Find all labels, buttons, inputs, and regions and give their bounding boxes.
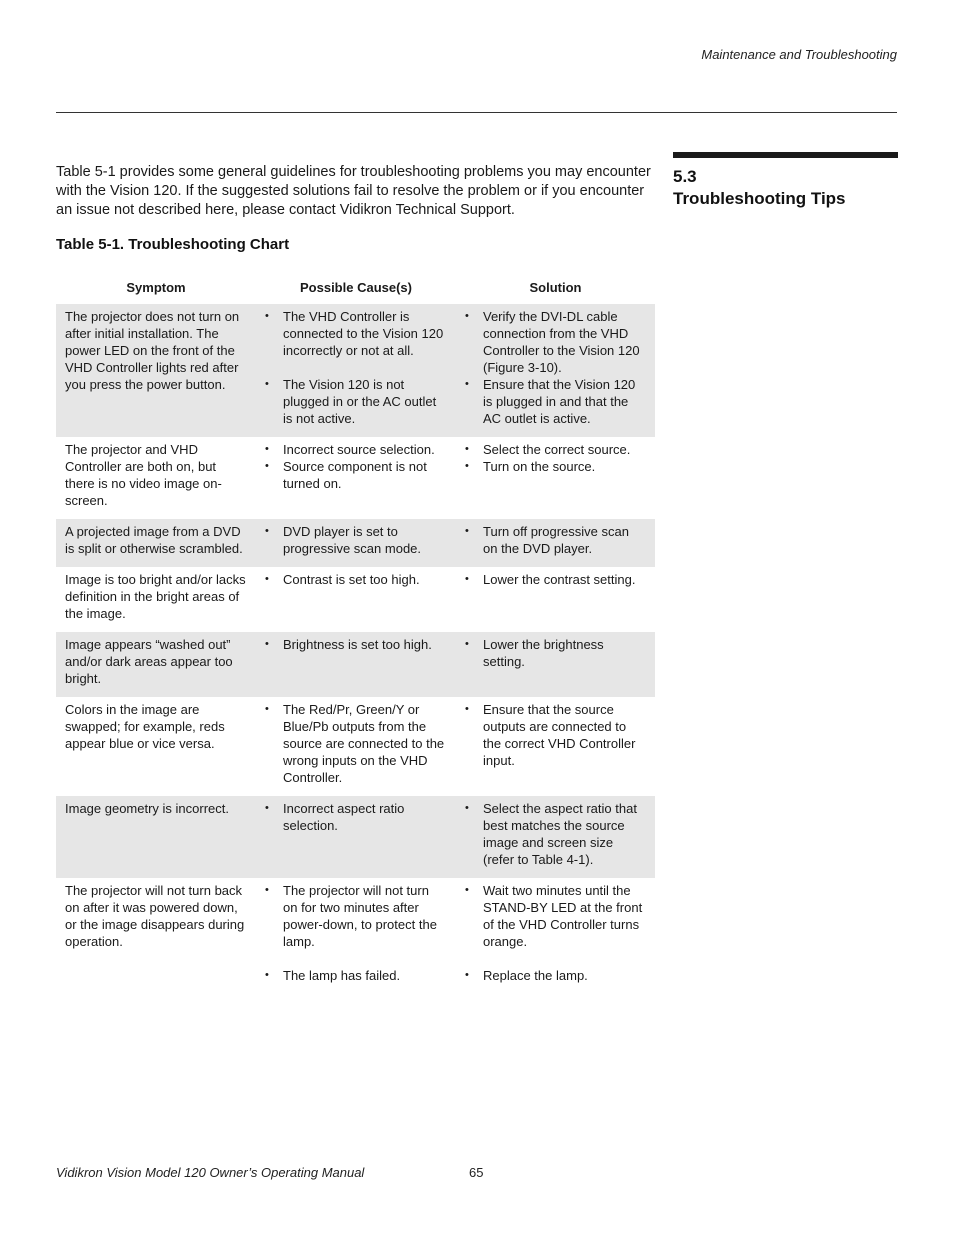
solution-item: • Select the aspect ratio that best matches the source image and screen size (refer to Table 4-1). [465,800,646,868]
table-header-row [56,278,655,304]
header-solution: Solution [529,280,582,295]
symptom-cell: The projector does not turn on after initial installation. The power LED on the front of the VHD Controller lights red after you press the power button. [56,304,256,437]
page-number: 65 [469,1165,484,1180]
solutions-cell [456,697,655,796]
table-row [56,304,655,437]
cause-item: • Brightness is set too high. [265,636,447,653]
causes-cell [256,697,456,796]
cause-item: • The VHD Controller is connected to the Vision 120 incorrectly or not at all. [265,308,447,359]
solutions-cell [456,878,655,994]
cause-item: • DVD player is set to progressive scan mode. [265,523,447,557]
cause-item: • The Red/Pr, Green/Y or Blue/Pb outputs from the source are connected to the wrong inputs on the VHD Controller. [265,701,447,786]
solutions-cell [456,632,655,697]
table-row [56,878,655,994]
header-rule [56,112,897,113]
table-row [56,567,655,632]
solutions-cell [456,796,655,878]
footer-manual-title: Vidikron Vision Model 120 Owner’s Operating Manual [56,1165,365,1180]
causes-cell [256,796,456,878]
header-possible-causes: Possible Cause(s) [300,280,412,295]
solutions-cell [456,567,655,632]
causes-cell [256,632,456,697]
section-number: 5.3 [673,167,697,186]
solution-item: • Ensure that the source outputs are connected to the correct VHD Controller input. [465,701,646,769]
solution-item: • Replace the lamp. [465,967,646,984]
table-row [56,632,655,697]
symptom-cell: Colors in the image are swapped; for example, reds appear blue or vice versa. [65,702,225,751]
header-symptom: Symptom [126,280,186,295]
cause-item: • The lamp has failed. [265,967,447,984]
causes-cell [256,437,456,519]
intro-paragraph: Table 5-1 provides some general guidelines for troubleshooting problems you may encounter with the Vision 120. If the suggested solutions fail to resolve the problem or if you encounter an issue not described here, please contact Vidikron Technical Support. [56,164,651,218]
causes-cell [256,519,456,567]
cause-item: • Source component is not turned on. [265,458,447,492]
symptom-cell: Image geometry is incorrect. [56,796,256,878]
symptom-cell: A projected image from a DVD is split or otherwise scrambled. [56,519,256,567]
table-row [56,697,655,796]
symptom-cell: The projector and VHD Controller are both on, but there is no video image on-screen. [65,442,222,508]
solution-item: • Turn off progressive scan on the DVD player. [465,523,646,557]
solutions-cell [456,304,655,437]
cause-item: • The projector will not turn on for two minutes after power-down, to protect the lamp. [265,882,447,950]
solution-item: • Verify the DVI-DL cable connection from the VHD Controller to the Vision 120 (Figure 3-10). [465,308,646,376]
solution-item: • Wait two minutes until the STAND-BY LED at the front of the VHD Controller turns orange. [465,882,646,950]
solution-item: • Lower the contrast setting. [465,571,646,588]
solution-item: • Lower the brightness setting. [465,636,646,670]
solution-item: • Ensure that the Vision 120 is plugged in and that the AC outlet is active. [465,376,646,427]
cause-item: • Contrast is set too high. [265,571,447,588]
solution-item: • Turn on the source. [465,458,646,475]
troubleshooting-table [56,278,655,994]
table-caption: Table 5-1. Troubleshooting Chart [56,236,290,253]
causes-cell [256,878,456,994]
cause-item: • The Vision 120 is not plugged in or the AC outlet is not active. [265,376,447,427]
cause-item: • Incorrect source selection. [265,441,447,458]
section-heading [673,152,898,210]
solution-item: • Select the correct source. [465,441,646,458]
table-row [56,519,655,567]
solutions-cell [456,519,655,567]
causes-cell [256,567,456,632]
section-title: Troubleshooting Tips [673,189,846,208]
running-header: Maintenance and Troubleshooting [701,47,897,62]
symptom-cell: Image is too bright and/or lacks definition in the bright areas of the image. [65,572,246,621]
symptom-cell: The projector will not turn back on after it was powered down, or the image disappears during operation. [65,883,245,949]
solutions-cell [456,437,655,519]
table-row [56,796,655,878]
cause-item: • Incorrect aspect ratio selection. [265,800,447,834]
table-row [56,437,655,519]
symptom-cell: Image appears “washed out” and/or dark areas appear too bright. [56,632,256,697]
causes-cell [256,304,456,437]
